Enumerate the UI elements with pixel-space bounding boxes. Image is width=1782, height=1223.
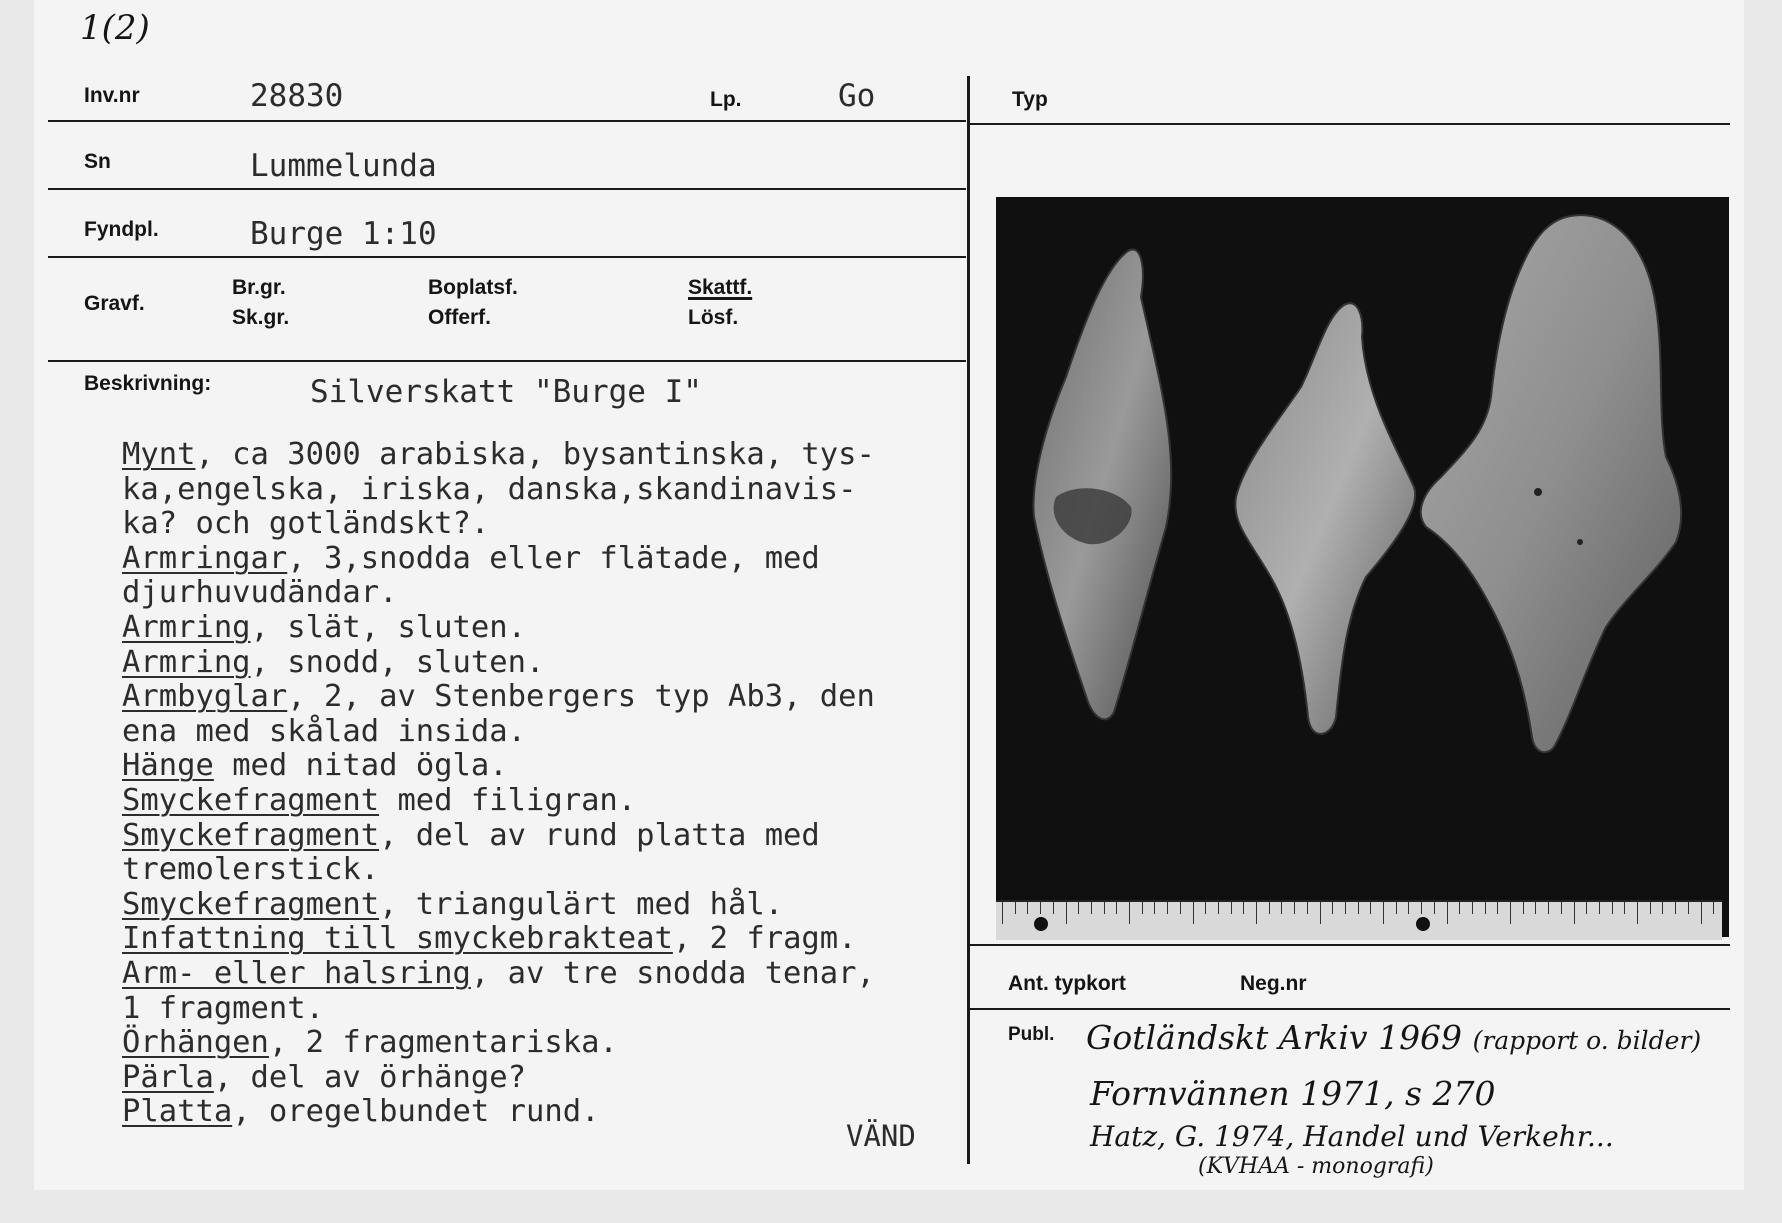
ruler-tick xyxy=(1599,902,1600,914)
description-line xyxy=(122,646,875,681)
beskrivning-label: Beskrivning: xyxy=(84,372,212,395)
neg-nr-label: Neg.nr xyxy=(1240,972,1307,995)
publication-1 xyxy=(1086,1018,1701,1057)
sn-value: Lummelunda xyxy=(250,148,437,184)
ingot-left xyxy=(1033,249,1171,719)
description-line xyxy=(122,1026,875,1061)
gravf-label: Gravf. xyxy=(84,292,145,315)
description-line xyxy=(122,715,875,750)
ruler-tick xyxy=(1320,902,1321,924)
publication-2 xyxy=(1090,1074,1495,1113)
ruler-tick xyxy=(1193,902,1194,924)
ruler-tick xyxy=(1180,902,1181,914)
divider-row4 xyxy=(48,360,966,362)
description-text: , 2 fragm. xyxy=(672,921,857,957)
ruler-tick xyxy=(1243,902,1244,914)
description-item-name: Smyckefragment xyxy=(122,886,380,922)
ruler-tick xyxy=(1510,902,1511,924)
ruler-tick xyxy=(1612,902,1613,914)
ruler-tick xyxy=(1154,902,1155,914)
ingot-middle xyxy=(1235,303,1415,734)
ant-typkort-label: Ant. typkort xyxy=(1008,972,1126,995)
beskrivning-title: Silverskatt "Burge I" xyxy=(310,374,702,410)
ruler-tick xyxy=(1548,902,1549,914)
ruler-tick xyxy=(1396,902,1397,914)
description-text: 1 fragment. xyxy=(122,990,324,1026)
ruler-tick xyxy=(1040,902,1041,914)
ruler-tick xyxy=(1535,902,1536,914)
description-item-name: Smyckefragment xyxy=(122,782,380,818)
description-line xyxy=(122,819,875,854)
ruler-tick xyxy=(1586,902,1587,914)
offerf-label: Offerf. xyxy=(428,306,491,329)
ruler-tick xyxy=(1408,902,1409,914)
ruler-tick xyxy=(1104,902,1105,914)
ruler-tick xyxy=(1358,902,1359,914)
description-item-name: Arm- eller halsring xyxy=(122,955,471,991)
description-line xyxy=(122,992,875,1027)
sn-label: Sn xyxy=(84,150,111,173)
ruler-tick xyxy=(1485,902,1486,914)
ruler-tick xyxy=(1091,902,1092,914)
description-text: tremolerstick. xyxy=(122,852,380,888)
description-text: ka,engelska, iriska, danska,skandinavis- xyxy=(122,471,857,507)
publication-3-note: (KVHAA - monografi) xyxy=(1198,1154,1434,1179)
ruler-tick xyxy=(1497,902,1498,914)
description-line xyxy=(122,542,875,577)
ruler-tick xyxy=(1142,902,1143,914)
ruler-tick xyxy=(1650,902,1651,914)
description-line xyxy=(122,888,875,923)
ruler-tick xyxy=(1459,902,1460,914)
description-line xyxy=(122,957,875,992)
artifact-photo xyxy=(996,197,1729,937)
ruler-tick xyxy=(1688,902,1689,914)
description-text: ka? och gotländskt?. xyxy=(122,506,490,542)
ruler-tick xyxy=(1574,902,1575,924)
description-text: , ca 3000 arabiska, bysantinska, tys- xyxy=(195,437,875,472)
description-text: , slät, sluten. xyxy=(250,609,526,645)
ruler-tick xyxy=(1116,902,1117,914)
ruler-tick xyxy=(1713,902,1714,914)
ruler-tick xyxy=(1078,902,1079,914)
ruler-tick xyxy=(1281,902,1282,914)
divider-row1 xyxy=(48,120,966,122)
description-item-name: Pärla xyxy=(122,1059,214,1095)
description-item-name: Platta xyxy=(122,1094,233,1130)
description-item-name: Armringar xyxy=(122,540,288,576)
publication-3-main: Hatz, G. 1974, Handel und Verkehr... xyxy=(1090,1120,1614,1153)
description-item-name: Armbyglar xyxy=(122,679,288,715)
sk-gr-label: Sk.gr. xyxy=(232,306,290,329)
ruler-tick xyxy=(1269,902,1270,914)
ruler-tick xyxy=(1383,902,1384,924)
ruler-tick xyxy=(1561,902,1562,914)
description-text: , oregelbundet rund. xyxy=(232,1094,600,1130)
divider-ant-typkort xyxy=(970,944,1730,946)
lp-label: Lp. xyxy=(710,88,742,111)
ruler-tick xyxy=(1027,902,1028,914)
description-line xyxy=(122,749,875,784)
ruler-tick xyxy=(1053,902,1054,914)
ruler-tick xyxy=(1129,902,1130,924)
divider-typ xyxy=(970,123,1730,125)
description-text: med filigran. xyxy=(379,782,637,818)
ruler-tick xyxy=(1434,902,1435,914)
ruler-tick xyxy=(1066,902,1067,924)
description-text: med nitad ögla. xyxy=(213,748,508,784)
description-line xyxy=(122,922,875,957)
inv-nr-value: 28830 xyxy=(250,78,344,114)
ruler-tick xyxy=(1015,902,1016,914)
divider-publ xyxy=(970,1008,1730,1010)
ruler-tick xyxy=(1637,902,1638,924)
description-item-name: Armring xyxy=(122,609,251,645)
divider-row2 xyxy=(48,188,966,190)
publication-2-main: Fornvännen 1971, s 270 xyxy=(1090,1074,1496,1113)
description-text: , av tre snodda tenar, xyxy=(470,955,875,991)
losf-label: Lösf. xyxy=(688,306,739,329)
ruler-tick xyxy=(1294,902,1295,914)
ruler-tick xyxy=(1370,902,1371,914)
description-text: , snodd, sluten. xyxy=(250,644,545,680)
description-text: , 2, av Stenbergers typ Ab3, den xyxy=(287,679,875,715)
scale-ruler xyxy=(996,900,1722,940)
description-item-name: Armring xyxy=(122,644,251,680)
vertical-divider xyxy=(967,76,970,1164)
publication-1-main: Gotländskt Arkiv 1969 xyxy=(1086,1018,1463,1057)
description-item-name: Örhängen xyxy=(122,1025,269,1061)
description-text: , 2 fragmentariska. xyxy=(268,1025,618,1061)
ruler-tick xyxy=(1332,902,1333,914)
silver-ingots-image xyxy=(996,197,1729,900)
ruler-tick xyxy=(1002,902,1003,924)
vand-text: VÄND xyxy=(846,1119,916,1153)
description-line xyxy=(122,576,875,611)
ruler-tick xyxy=(1523,902,1524,914)
description-text: , triangulärt med hål. xyxy=(379,886,784,922)
description-line xyxy=(122,1095,875,1130)
description-item-name: Infattning till smyckebrakteat xyxy=(122,921,673,957)
card-number: 1(2) xyxy=(80,8,150,48)
description-text: , del av örhänge? xyxy=(213,1059,526,1095)
divider-row3 xyxy=(48,256,966,258)
ruler-tick xyxy=(1662,902,1663,914)
description-line xyxy=(122,853,875,888)
ingot-right xyxy=(1421,215,1681,752)
ruler-tick xyxy=(1307,902,1308,914)
ruler-tick xyxy=(1167,902,1168,914)
ruler-tick xyxy=(1624,902,1625,914)
ruler-tick xyxy=(1421,902,1422,914)
description-list xyxy=(122,438,875,1130)
ruler-tick xyxy=(1675,902,1676,914)
description-item-name: Mynt xyxy=(122,437,196,472)
description-text: ena med skålad insida. xyxy=(122,713,526,749)
ruler-tick xyxy=(1231,902,1232,914)
ruler-tick xyxy=(1472,902,1473,914)
description-line xyxy=(122,438,875,473)
description-text: , del av rund platta med xyxy=(379,817,820,853)
description-line xyxy=(122,784,875,819)
skattf-label: Skattf. xyxy=(688,276,753,299)
description-line xyxy=(122,680,875,715)
ruler-tick xyxy=(1701,902,1702,924)
ruler-tick xyxy=(1447,902,1448,924)
typ-label: Typ xyxy=(1012,88,1048,111)
fyndpl-label: Fyndpl. xyxy=(84,218,159,241)
ruler-tick xyxy=(1345,902,1346,914)
publ-label: Publ. xyxy=(1008,1024,1055,1045)
lp-value: Go xyxy=(838,78,876,114)
publication-3 xyxy=(1090,1120,1614,1153)
ruler-tick xyxy=(1256,902,1257,924)
inv-nr-label: Inv.nr xyxy=(84,84,140,107)
br-gr-label: Br.gr. xyxy=(232,276,286,299)
publication-1-note: (rapport o. bilder) xyxy=(1472,1026,1702,1055)
description-item-name: Smyckefragment xyxy=(122,817,380,853)
description-line xyxy=(122,507,875,542)
boplatsf-label: Boplatsf. xyxy=(428,276,518,299)
ruler-tick xyxy=(1205,902,1206,914)
description-line xyxy=(122,611,875,646)
fyndpl-value: Burge 1:10 xyxy=(250,216,437,252)
description-item-name: Hänge xyxy=(122,748,214,784)
description-line xyxy=(122,473,875,508)
description-text: , 3,snodda eller flätade, med xyxy=(287,540,820,576)
description-text: djurhuvudändar. xyxy=(122,575,398,611)
description-line xyxy=(122,1061,875,1096)
ruler-tick xyxy=(1218,902,1219,914)
